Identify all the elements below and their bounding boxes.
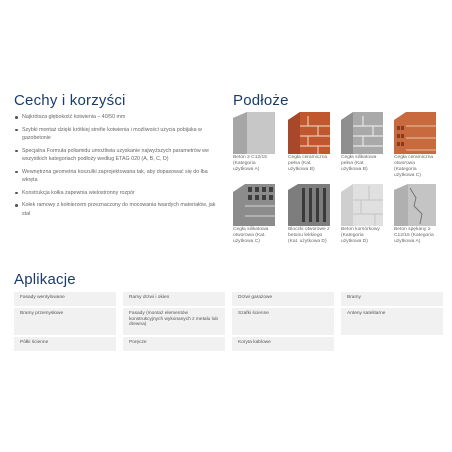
- features-list: [14, 113, 222, 222]
- concrete-image: [233, 112, 275, 154]
- substrate-label: Beton spękany ≥ C12/15 (Kategoria użytkowa A): [394, 227, 434, 244]
- substrate-label: Bloczki otworowe z betonu lekkiego (Kat. użytkowa D): [288, 227, 330, 244]
- feature-item: Kołek ramowy z kołnierzem przeznaczony do mocowania twardych materiałów, jak stal: [14, 201, 222, 218]
- substrate-aerated: [341, 184, 383, 245]
- applications-heading: Aplikacje: [14, 271, 76, 288]
- cracked-concrete-image: [394, 184, 436, 226]
- application-item: Półki ścienne: [14, 337, 116, 351]
- grey-hollow-image: [233, 184, 275, 226]
- application-item: Poręcze: [123, 337, 225, 351]
- application-item: Szafki ścienne: [232, 308, 334, 335]
- light-block-image: [288, 184, 330, 226]
- application-item: Bramy przemysłowe: [14, 308, 116, 335]
- application-item: Ramy drzwi i okien: [123, 292, 225, 306]
- application-item: Fasady (montaż elementów konstrukcyjnych wykonanych z metalu lub drewna): [123, 308, 225, 335]
- grey-brick-image: [341, 112, 383, 154]
- feature-item: Szybki montaż dzięki krótkiej strefie kotwienia i możliwości użycia pobijaka w gazobetonie: [14, 126, 222, 143]
- bullet-icon: [15, 116, 18, 119]
- bullet-icon: [15, 192, 18, 195]
- substrate-label: Beton ≥ C12/15 (Kategoria użytkowa A): [233, 155, 267, 172]
- substrate-label: Beton komórkowy (Kategoria użytkowa D): [341, 227, 380, 244]
- red-brick-image: [288, 112, 330, 154]
- substrate-cracked: [394, 184, 436, 245]
- substrates-heading: Podłoże: [233, 92, 289, 109]
- substrate-label: Cegła silikatowa pełna (Kat. użytkowa B): [341, 155, 377, 172]
- substrate-label: Cegła ceramiczna pełna (Kat. użytkowa B): [288, 155, 328, 172]
- feature-item: Najkrótsza głębokość kotwienia – 40/50 mm: [14, 113, 222, 122]
- substrate-concrete: [233, 112, 275, 173]
- application-item: Koryta kablowe: [232, 337, 334, 351]
- application-item: Anteny satelitarne: [341, 308, 443, 335]
- bullet-icon: [15, 150, 18, 153]
- application-item: Bramy: [341, 292, 443, 306]
- aerated-image: [341, 184, 383, 226]
- bullet-icon: [15, 129, 18, 132]
- feature-item: Specjalna Formuła poliamidu umożliwia uzyskanie najwyższych parametrów we wszystkich kategoriach podłoży według ETAG 020 (A, B, C, D): [14, 147, 222, 164]
- features-heading: Cechy i korzyści: [14, 92, 126, 109]
- substrate-label: Cegła ceramiczna otworowa (Kategoria użytkowa C): [394, 155, 434, 178]
- bullet-icon: [15, 171, 18, 174]
- feature-item: Konstrukcja kołka zapewnia wielostronny rozpór: [14, 189, 222, 198]
- feature-item: Wewnętrzna geometria koszulki zaprojektowana tak, aby dopasować się do łba wkręta: [14, 168, 222, 185]
- substrate-label: Cegła silikatowa otworowa (Kat. użytkowa C): [233, 227, 269, 244]
- substrate-red-brick: [288, 112, 330, 173]
- substrate-red-hollow: [394, 112, 436, 179]
- application-item: Drzwi garażowe: [232, 292, 334, 306]
- substrate-grey-hollow: [233, 184, 275, 245]
- application-item: Fasady wentylowane: [14, 292, 116, 306]
- bullet-icon: [15, 204, 18, 207]
- substrate-light-block: [288, 184, 330, 245]
- substrate-grey-brick: [341, 112, 383, 173]
- red-hollow-image: [394, 112, 436, 154]
